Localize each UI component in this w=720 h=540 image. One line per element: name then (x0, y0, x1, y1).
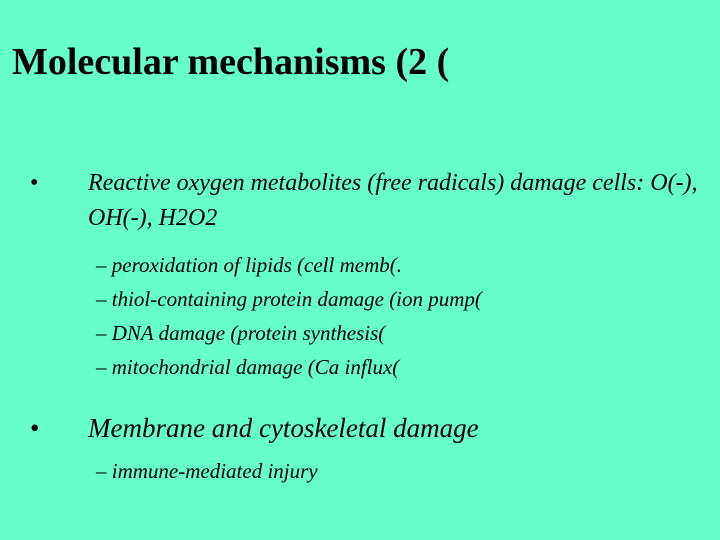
sub-item (96, 248, 706, 282)
sub-item-text: thiol-containing protein damage (ion pump( (111, 287, 482, 311)
sub-list-membrane-damage (96, 454, 706, 488)
sub-item-text: immune-mediated injury (111, 459, 318, 483)
sub-list-reactive-oxygen (96, 248, 706, 384)
dash-marker: – (96, 287, 107, 311)
dash-marker: – (96, 253, 107, 277)
sub-item-text: peroxidation of lipids (cell memb(. (111, 253, 402, 277)
sub-item (96, 454, 706, 488)
bullet-marker: • (30, 170, 39, 196)
slide-title: Molecular mechanisms (2 ( (12, 41, 450, 83)
bullet-text: Reactive oxygen metabolites (free radicals) damage cells: O(-), OH(-), H2O2 (88, 170, 698, 231)
sub-item-text: DNA damage (protein synthesis( (111, 321, 386, 345)
bullet-marker: • (30, 413, 40, 443)
bullet-text: Membrane and cytoskeletal damage (88, 413, 479, 443)
bullet-reactive-oxygen (30, 166, 700, 236)
sub-item-text: mitochondrial damage (Ca influx( (111, 355, 400, 379)
sub-item (96, 282, 706, 316)
dash-marker: – (96, 355, 107, 379)
dash-marker: – (96, 321, 107, 345)
sub-item (96, 350, 706, 384)
bullet-membrane-damage (30, 410, 700, 446)
sub-item (96, 316, 706, 350)
dash-marker: – (96, 459, 107, 483)
